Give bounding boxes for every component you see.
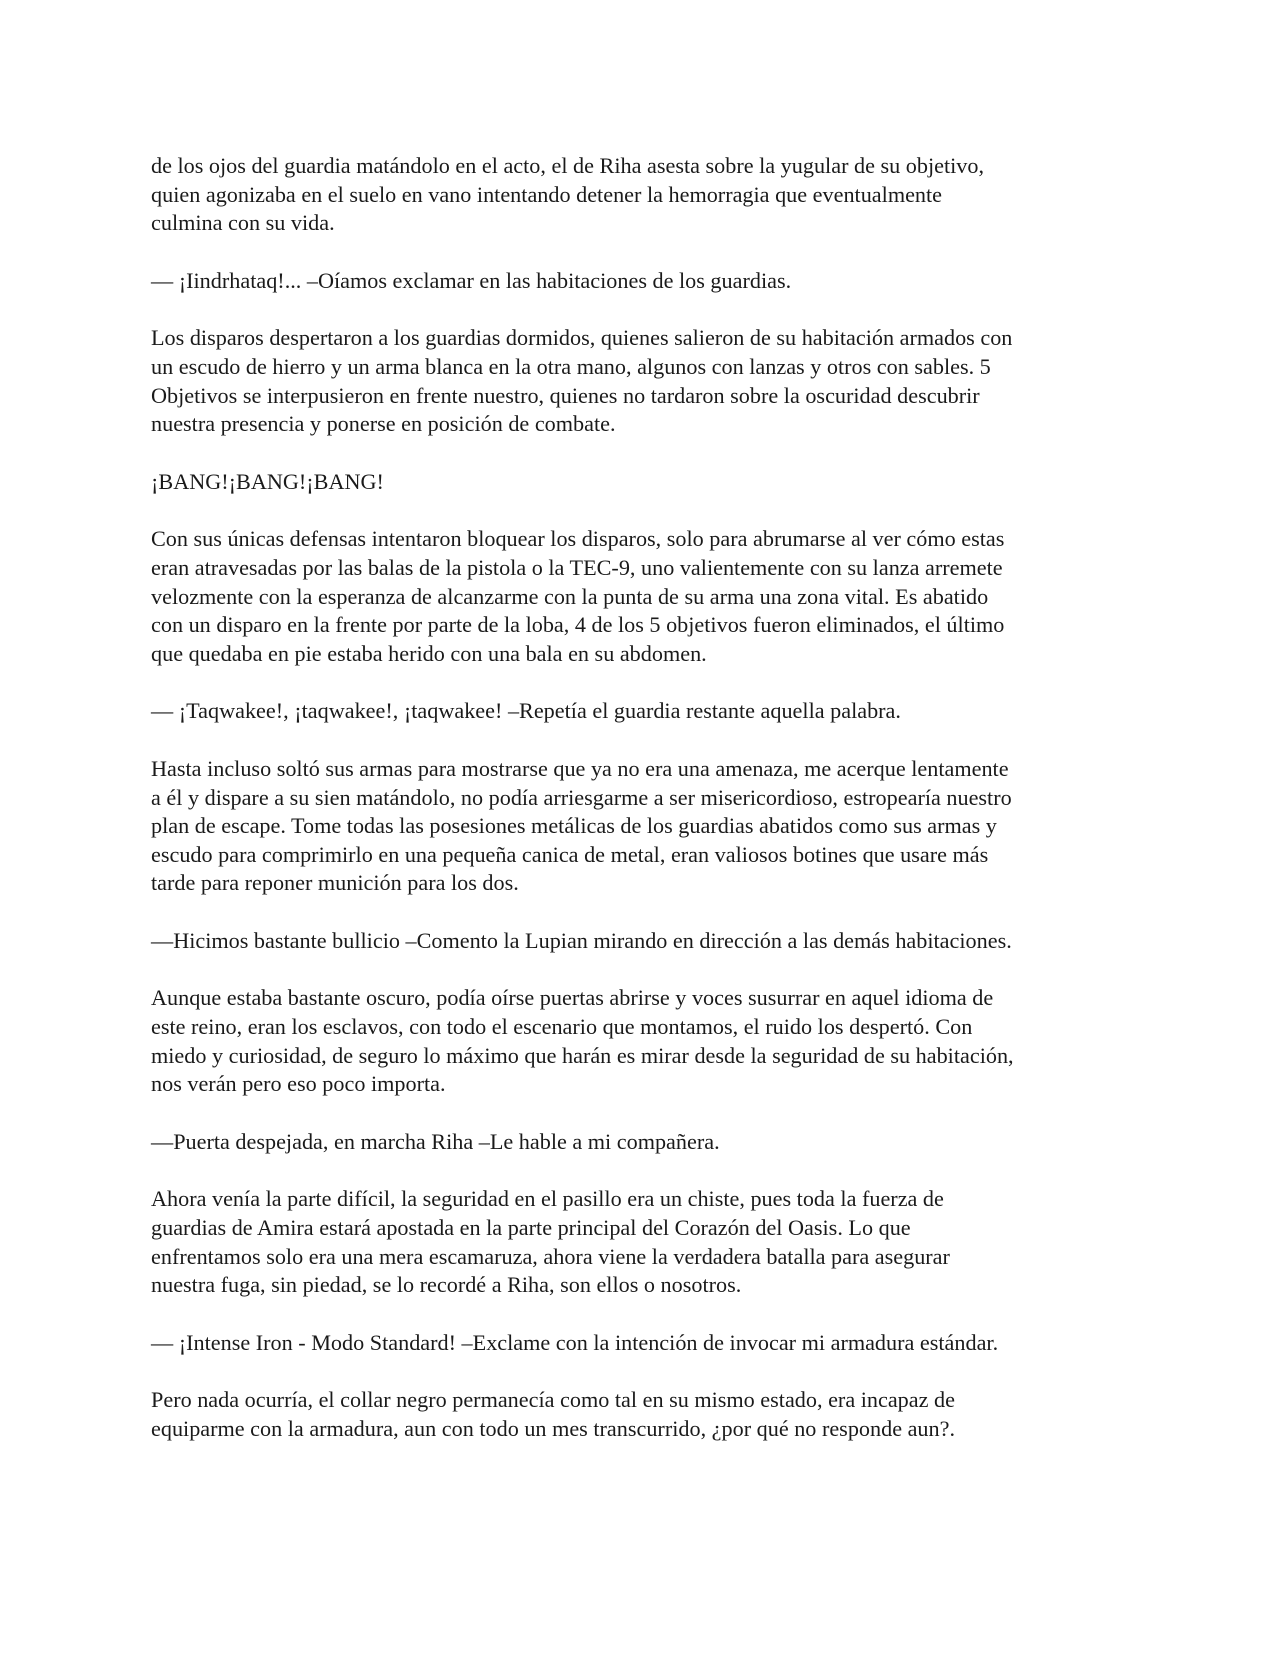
dialogue-line: — ¡Taqwakee!, ¡taqwakee!, ¡taqwakee! –Repetía el guardia restante aquella palabra. (151, 698, 901, 724)
dialogue-line: — ¡Intense Iron - Modo Standard! –Exclame con la intención de invocar mi armadura estándar. (151, 1329, 999, 1355)
paragraph: de los ojos del guardia matándolo en el acto, el de Riha asesta sobre la yugular de su objetivo, quien agonizaba en el suelo en vano intentando detener la hemorragia que eventualmente culmina con su vida. (151, 153, 985, 236)
paragraph: Aunque estaba bastante oscuro, podía oírse puertas abrirse y voces susurrar en aquel idioma de este reino, eran los esclavos, con todo el escenario que montamos, el ruido los despertó. Con miedo y curiosidad, de seguro lo máximo que harán es mirar desde la seguridad de su habitación, nos verán pero eso poco importa. (151, 985, 1014, 1097)
dialogue-line: —Hicimos bastante bullicio –Comento la Lupian mirando en dirección a las demás habitaciones. (151, 927, 1012, 953)
sound-effect-line: ¡BANG!¡BANG!¡BANG! (151, 468, 384, 494)
paragraph: Ahora venía la parte difícil, la seguridad en el pasillo era un chiste, pues toda la fuerza de guardias de Amira estará apostada en la parte principal del Corazón del Oasis. Lo que enfrentamos solo era una mera escamaruza, ahora viene la verdadera batalla para asegurar nuestra fuga, sin piedad, se lo recordé a Riha, son ellos o nosotros. (151, 1186, 950, 1298)
document-body (151, 152, 1141, 1473)
paragraph: Pero nada ocurría, el collar negro permanecía como tal en su mismo estado, era incapaz de equiparme con la armadura, aun con todo un mes transcurrido, ¿por qué no responde aun?. (151, 1387, 956, 1441)
paragraph: Con sus únicas defensas intentaron bloquear los disparos, solo para abrumarse al ver cómo estas eran atravesadas por las balas de la pistola o la TEC-9, uno valientemente con su lanza arremete velozmente con la esperanza de alcanzarme con la punta de su arma una zona vital. Es abatido con un disparo en la frente por parte de la loba, 4 de los 5 objetivos fueron eliminados, el último que quedaba en pie estaba herido con una bala en su abdomen. (151, 526, 1005, 666)
paragraph: Los disparos despertaron a los guardias dormidos, quienes salieron de su habitación armados con un escudo de hierro y un arma blanca en la otra mano, algunos con lanzas y otros con sables. 5 Objetivos se interpusieron en frente nuestro, quienes no tardaron sobre la oscuridad descubrir nuestra presencia y ponerse en posición de combate. (151, 325, 1013, 437)
paragraph: Hasta incluso soltó sus armas para mostrarse que ya no era una amenaza, me acerque lentamente a él y dispare a su sien matándolo, no podía arriesgarme a ser misericordioso, estropearía nuestro plan de escape. Tome todas las posesiones metálicas de los guardias abatidos como sus armas y escudo para comprimirlo en una pequeña canica de metal, eran valiosos botines que usare más tarde para reponer munición para los dos. (151, 755, 1012, 896)
dialogue-line: — ¡Iindrhataq!... –Oíamos exclamar en las habitaciones de los guardias. (151, 267, 792, 293)
dialogue-line: —Puerta despejada, en marcha Riha –Le hable a mi compañera. (151, 1128, 720, 1154)
